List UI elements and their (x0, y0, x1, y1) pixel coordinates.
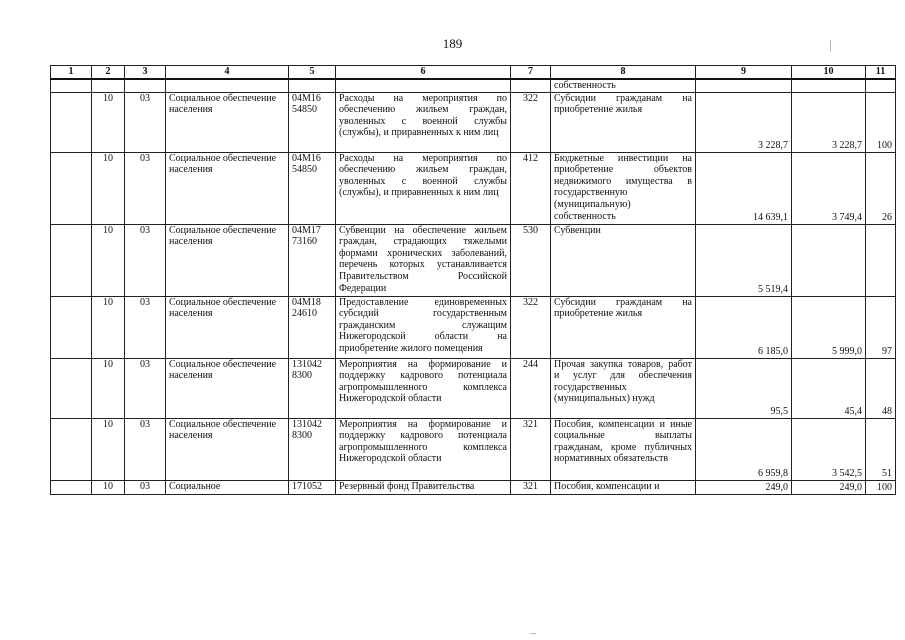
table-cell: Резервный фонд Правительства (336, 480, 511, 494)
table-row (51, 418, 896, 480)
table-cell: 131042 8300 (289, 358, 336, 418)
table-cell (92, 79, 125, 92)
col-header: 3 (125, 66, 166, 80)
table-cell (792, 224, 866, 296)
table-cell: Мероприятия на формирование и поддержку кадрового потенциала агропромышленного комплекса Нижегородской области (336, 418, 511, 480)
table-cell: 10 (92, 418, 125, 480)
col-header: 10 (792, 66, 866, 80)
table-cell: Социальное обеспечение населения (166, 358, 289, 418)
table-cell: Расходы на мероприятия по обеспечению жильем граждан, уволенных с военной службы (службы), и приравненных к ним лиц (336, 92, 511, 152)
table-cell: 03 (125, 358, 166, 418)
table-cell: 321 (511, 480, 551, 494)
table-cell: 04М16 54850 (289, 92, 336, 152)
table-cell: 322 (511, 92, 551, 152)
table-cell (51, 480, 92, 494)
table-cell: 03 (125, 152, 166, 224)
col-header: 4 (166, 66, 289, 80)
table-cell: 100 (866, 480, 896, 494)
table-cell: 321 (511, 418, 551, 480)
table-cell: 03 (125, 296, 166, 358)
col-header: 7 (511, 66, 551, 80)
table-cell: 171052 (289, 480, 336, 494)
table-row (51, 480, 896, 494)
table-cell: 5 519,4 (696, 224, 792, 296)
table-cell: 244 (511, 358, 551, 418)
table-cell: 04М17 73160 (289, 224, 336, 296)
table-cell: 249,0 (792, 480, 866, 494)
table-cell: Социальное (166, 480, 289, 494)
table-row (51, 92, 896, 152)
table-cell: Прочая закупка товаров, работ и услуг для обеспечения государственных (муниципальных) нужд (551, 358, 696, 418)
table-row (51, 358, 896, 418)
table-cell: 5 999,0 (792, 296, 866, 358)
col-header: 6 (336, 66, 511, 80)
table-cell: Субвенции (551, 224, 696, 296)
col-header: 11 (866, 66, 896, 80)
page-number: 189 (442, 36, 463, 51)
table-cell: 26 (866, 152, 896, 224)
table-cell: 322 (511, 296, 551, 358)
table-cell (51, 79, 92, 92)
table-cell: 10 (92, 480, 125, 494)
table-cell (51, 418, 92, 480)
table-cell: 03 (125, 418, 166, 480)
table-cell (51, 152, 92, 224)
col-header: 1 (51, 66, 92, 80)
table-cell: Субвенции на обеспечение жильем граждан, страдающих тяжелыми формами хронических заболеваний, перечень которых устанавливается Правительством Российской Федерации (336, 224, 511, 296)
table-cell: Бюджетные инвестиции на приобретение объектов недвижимого имущества в государственную (муниципальную) собственность (551, 152, 696, 224)
table-cell (696, 79, 792, 92)
table-cell: 3 749,4 (792, 152, 866, 224)
table-row (51, 296, 896, 358)
table-row (51, 224, 896, 296)
table-cell: Социальное обеспечение населения (166, 152, 289, 224)
table-cell: 6 959,8 (696, 418, 792, 480)
table-cell: 3 542,5 (792, 418, 866, 480)
table-cell: Мероприятия на формирование и поддержку кадрового потенциала агропромышленного комплекса Нижегородской области (336, 358, 511, 418)
table-cell: 530 (511, 224, 551, 296)
table-cell: 03 (125, 92, 166, 152)
col-header: 2 (92, 66, 125, 80)
table-cell: 03 (125, 480, 166, 494)
table-cell: 10 (92, 296, 125, 358)
table-cell: 03 (125, 224, 166, 296)
scan-mark (830, 40, 831, 52)
budget-table (50, 65, 896, 495)
table-cell (336, 79, 511, 92)
table-cell: 04М16 54850 (289, 152, 336, 224)
header-row (51, 66, 896, 80)
table-cell: Социальное обеспечение населения (166, 224, 289, 296)
table-cell (51, 92, 92, 152)
table-cell (792, 79, 866, 92)
table-cell: Пособия, компенсации и (551, 480, 696, 494)
table-cell: Предоставление единовременных субсидий государственным гражданским служащим Нижегородской области на приобретение жилого помещения (336, 296, 511, 358)
table-cell: Субсидии гражданам на приобретение жилья (551, 92, 696, 152)
table-cell (866, 79, 896, 92)
table-cell (51, 358, 92, 418)
table-cell (125, 79, 166, 92)
table-cell: 97 (866, 296, 896, 358)
scan-mark (530, 633, 536, 634)
table-cell: 04М18 24610 (289, 296, 336, 358)
table-cell: 10 (92, 92, 125, 152)
table-cell: 45,4 (792, 358, 866, 418)
table-cell: Расходы на мероприятия по обеспечению жильем граждан, уволенных с военной службы (службы), и приравненных к ним лиц (336, 152, 511, 224)
table-cell: 10 (92, 358, 125, 418)
table-cell: 10 (92, 152, 125, 224)
table-cell: 3 228,7 (696, 92, 792, 152)
table-cell (166, 79, 289, 92)
table-cell: 6 185,0 (696, 296, 792, 358)
table-cell: 48 (866, 358, 896, 418)
table-cell: 10 (92, 224, 125, 296)
table-cell (51, 224, 92, 296)
table-cell: Пособия, компенсации и иные социальные выплаты гражданам, кроме публичных нормативных обязательств (551, 418, 696, 480)
table-cell: 412 (511, 152, 551, 224)
table-cell: Субсидии гражданам на приобретение жилья (551, 296, 696, 358)
table-cell (511, 79, 551, 92)
table-cell: собственность (551, 79, 696, 92)
table-cell: 249,0 (696, 480, 792, 494)
col-header: 8 (551, 66, 696, 80)
table-cell: 131042 8300 (289, 418, 336, 480)
table-cell (289, 79, 336, 92)
table-cell (866, 224, 896, 296)
table-cell: 51 (866, 418, 896, 480)
table-cell: 3 228,7 (792, 92, 866, 152)
table-cell: 14 639,1 (696, 152, 792, 224)
table-cell: Социальное обеспечение населения (166, 296, 289, 358)
col-header: 5 (289, 66, 336, 80)
table-cell: 100 (866, 92, 896, 152)
col-header: 9 (696, 66, 792, 80)
table-cell: Социальное обеспечение населения (166, 92, 289, 152)
continuation-row (51, 79, 896, 92)
table-row (51, 152, 896, 224)
table-cell: 95,5 (696, 358, 792, 418)
table-cell (51, 296, 92, 358)
table-cell: Социальное обеспечение населения (166, 418, 289, 480)
